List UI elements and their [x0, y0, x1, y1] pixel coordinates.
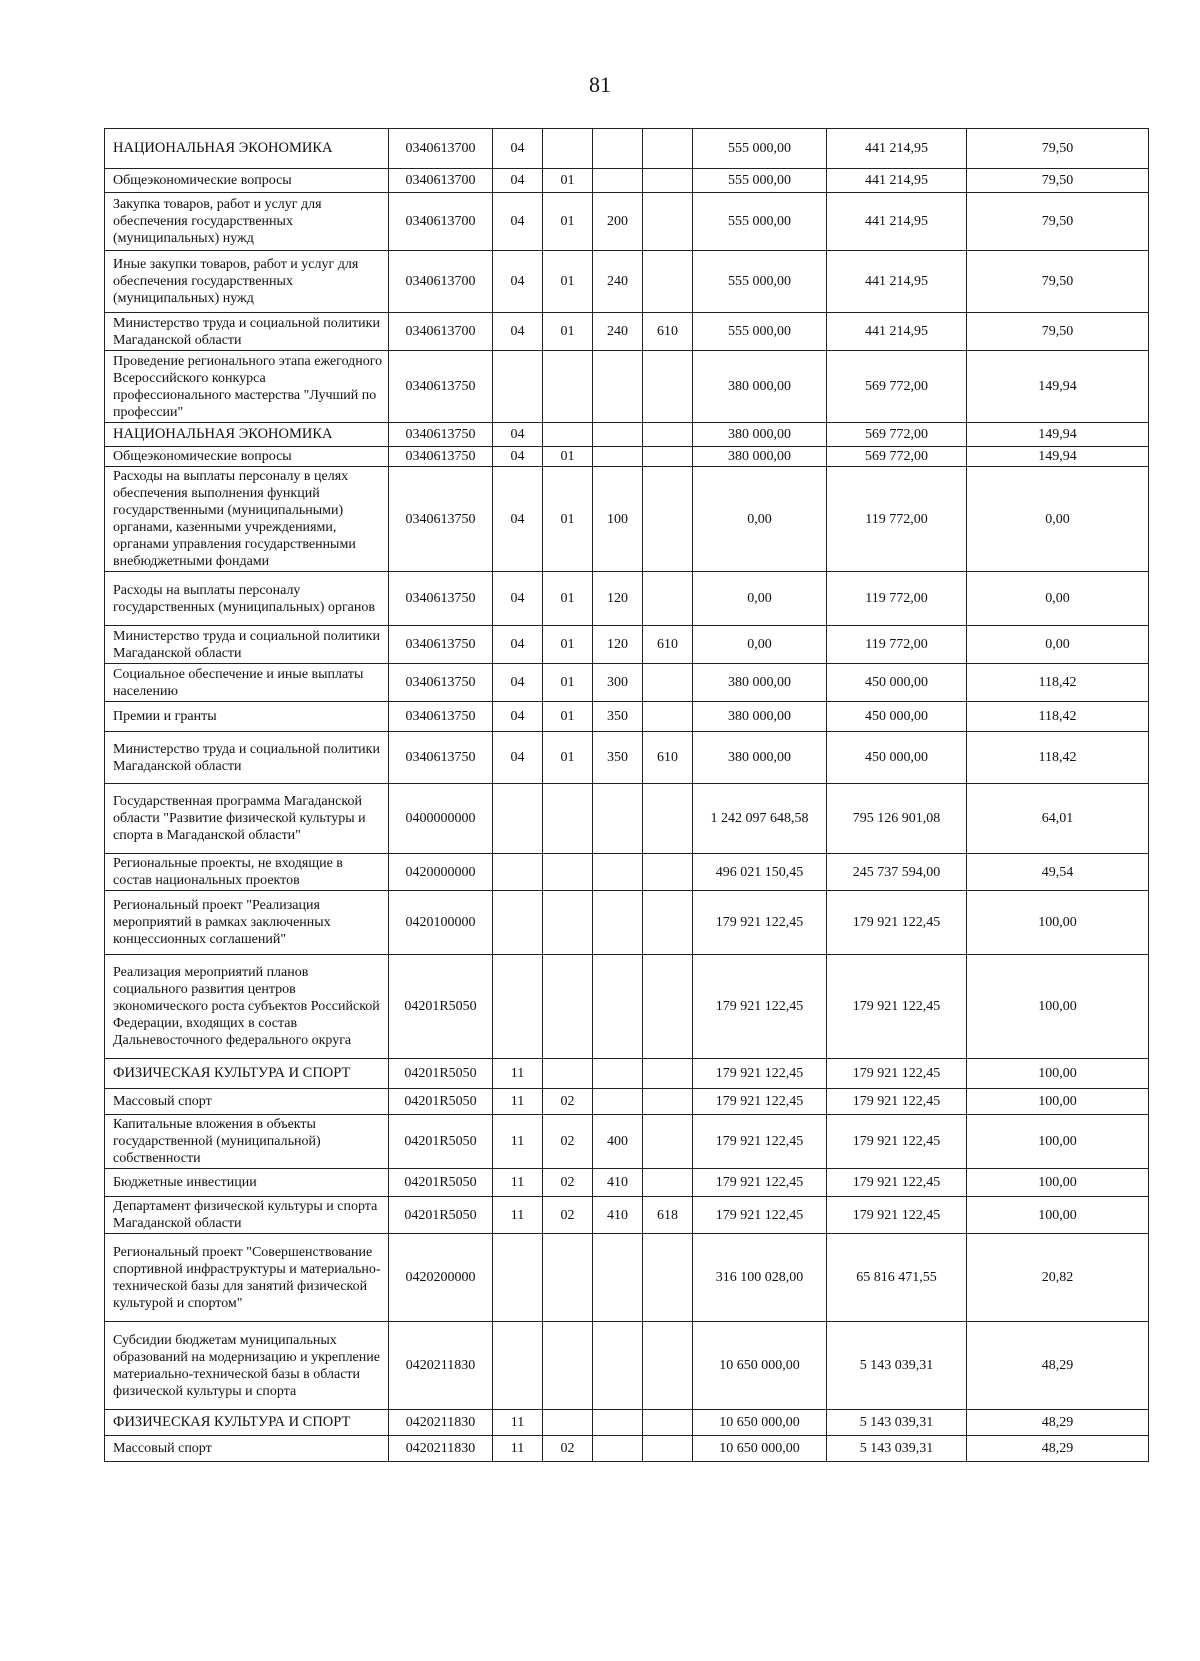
- cell-administrator: [643, 1410, 693, 1436]
- cell-executed: 179 921 122,45: [827, 1089, 967, 1115]
- cell-target-code: 0340613750: [389, 351, 493, 423]
- cell-section: 11: [493, 1410, 543, 1436]
- cell-executed: 179 921 122,45: [827, 1059, 967, 1089]
- cell-executed: 441 214,95: [827, 193, 967, 251]
- cell-section: 11: [493, 1197, 543, 1234]
- cell-name: Субсидии бюджетам муниципальных образований на модернизацию и укрепление материально-технической базы в области физической культуры и спорта: [105, 1322, 389, 1410]
- cell-planned: 10 650 000,00: [693, 1436, 827, 1462]
- cell-name: Общеэкономические вопросы: [105, 447, 389, 467]
- cell-administrator: [643, 1169, 693, 1197]
- cell-target-code: 0340613700: [389, 313, 493, 351]
- cell-name: Иные закупки товаров, работ и услуг для обеспечения государственных (муниципальных) нужд: [105, 251, 389, 313]
- cell-section: 04: [493, 193, 543, 251]
- cell-name: Реализация мероприятий планов социального развития центров экономического роста субъектов Российской Федерации, входящих в состав Дальневосточного федерального округа: [105, 955, 389, 1059]
- cell-percent: 100,00: [967, 1197, 1149, 1234]
- cell-planned: 555 000,00: [693, 129, 827, 169]
- cell-subsection: [543, 1059, 593, 1089]
- cell-planned: 316 100 028,00: [693, 1234, 827, 1322]
- cell-planned: 380 000,00: [693, 702, 827, 732]
- table-row: [105, 891, 1149, 955]
- cell-administrator: [643, 572, 693, 626]
- cell-planned: 555 000,00: [693, 251, 827, 313]
- cell-administrator: [643, 891, 693, 955]
- cell-target-code: 0340613750: [389, 664, 493, 702]
- cell-subsection: [543, 891, 593, 955]
- cell-name: Министерство труда и социальной политики Магаданской области: [105, 313, 389, 351]
- cell-subsection: 01: [543, 664, 593, 702]
- table-row: [105, 1322, 1149, 1410]
- cell-subsection: 01: [543, 169, 593, 193]
- cell-target-code: 0420211830: [389, 1410, 493, 1436]
- cell-administrator: [643, 351, 693, 423]
- cell-percent: 49,54: [967, 854, 1149, 891]
- cell-target-code: 0400000000: [389, 784, 493, 854]
- cell-percent: 118,42: [967, 732, 1149, 784]
- cell-target-code: 04201R5050: [389, 1115, 493, 1169]
- cell-executed: 441 214,95: [827, 313, 967, 351]
- cell-target-code: 0340613700: [389, 193, 493, 251]
- table-row: [105, 1234, 1149, 1322]
- cell-percent: 149,94: [967, 423, 1149, 447]
- cell-administrator: [643, 251, 693, 313]
- cell-planned: 380 000,00: [693, 732, 827, 784]
- cell-percent: 100,00: [967, 891, 1149, 955]
- cell-name: Общеэкономические вопросы: [105, 169, 389, 193]
- cell-administrator: [643, 423, 693, 447]
- cell-administrator: [643, 702, 693, 732]
- cell-section: 04: [493, 702, 543, 732]
- cell-name: Массовый спорт: [105, 1089, 389, 1115]
- cell-executed: 179 921 122,45: [827, 891, 967, 955]
- cell-target-code: 0340613750: [389, 467, 493, 572]
- table-row: [105, 784, 1149, 854]
- cell-expense-type: [593, 854, 643, 891]
- cell-subsection: [543, 351, 593, 423]
- table-row: [105, 447, 1149, 467]
- cell-section: [493, 854, 543, 891]
- table-row: [105, 1059, 1149, 1089]
- cell-percent: 100,00: [967, 1169, 1149, 1197]
- cell-subsection: [543, 129, 593, 169]
- cell-administrator: 610: [643, 732, 693, 784]
- cell-percent: 0,00: [967, 626, 1149, 664]
- table-row: [105, 129, 1149, 169]
- cell-subsection: [543, 955, 593, 1059]
- cell-percent: 149,94: [967, 351, 1149, 423]
- cell-executed: 450 000,00: [827, 732, 967, 784]
- cell-target-code: 0340613750: [389, 447, 493, 467]
- cell-executed: 5 143 039,31: [827, 1322, 967, 1410]
- table-row: [105, 1436, 1149, 1462]
- cell-name: Государственная программа Магаданской области "Развитие физической культуры и спорта в Магаданской области": [105, 784, 389, 854]
- cell-percent: 79,50: [967, 251, 1149, 313]
- cell-executed: 179 921 122,45: [827, 1115, 967, 1169]
- cell-planned: 179 921 122,45: [693, 955, 827, 1059]
- table-row: [105, 626, 1149, 664]
- cell-section: [493, 351, 543, 423]
- cell-subsection: 02: [543, 1089, 593, 1115]
- cell-expense-type: 400: [593, 1115, 643, 1169]
- cell-name: Массовый спорт: [105, 1436, 389, 1462]
- cell-expense-type: [593, 1322, 643, 1410]
- table-row: [105, 193, 1149, 251]
- table-row: [105, 664, 1149, 702]
- cell-planned: 0,00: [693, 467, 827, 572]
- cell-executed: 179 921 122,45: [827, 1197, 967, 1234]
- table-row: [105, 1410, 1149, 1436]
- cell-subsection: 02: [543, 1169, 593, 1197]
- cell-subsection: 01: [543, 251, 593, 313]
- cell-expense-type: [593, 1059, 643, 1089]
- cell-executed: 569 772,00: [827, 447, 967, 467]
- cell-target-code: 0420211830: [389, 1436, 493, 1462]
- cell-subsection: 01: [543, 313, 593, 351]
- cell-planned: 380 000,00: [693, 351, 827, 423]
- cell-name: Капитальные вложения в объекты государственной (муниципальной) собственности: [105, 1115, 389, 1169]
- table-row: [105, 467, 1149, 572]
- cell-subsection: 01: [543, 467, 593, 572]
- cell-subsection: 01: [543, 447, 593, 467]
- cell-target-code: 0420100000: [389, 891, 493, 955]
- cell-name: Расходы на выплаты персоналу в целях обеспечения выполнения функций государственными (муниципальными) органами, казенными учреждениями, органами управления государственными внебюджетными фондами: [105, 467, 389, 572]
- cell-expense-type: [593, 129, 643, 169]
- budget-table: [104, 128, 1149, 1462]
- cell-name: Региональный проект "Совершенствование спортивной инфраструктуры и материально-технической базы для занятий физической культурой и спортом": [105, 1234, 389, 1322]
- cell-section: 04: [493, 572, 543, 626]
- cell-section: [493, 955, 543, 1059]
- cell-executed: 441 214,95: [827, 251, 967, 313]
- cell-subsection: 01: [543, 193, 593, 251]
- cell-percent: 0,00: [967, 467, 1149, 572]
- cell-expense-type: 100: [593, 467, 643, 572]
- cell-planned: 1 242 097 648,58: [693, 784, 827, 854]
- cell-administrator: [643, 193, 693, 251]
- table-row: [105, 1197, 1149, 1234]
- cell-administrator: [643, 664, 693, 702]
- cell-planned: 179 921 122,45: [693, 1089, 827, 1115]
- cell-administrator: [643, 1059, 693, 1089]
- cell-section: 04: [493, 732, 543, 784]
- cell-name: НАЦИОНАЛЬНАЯ ЭКОНОМИКА: [105, 129, 389, 169]
- cell-executed: 450 000,00: [827, 702, 967, 732]
- cell-section: 11: [493, 1115, 543, 1169]
- cell-section: 04: [493, 129, 543, 169]
- cell-target-code: 0340613700: [389, 129, 493, 169]
- cell-section: 04: [493, 313, 543, 351]
- cell-section: 04: [493, 467, 543, 572]
- cell-executed: 65 816 471,55: [827, 1234, 967, 1322]
- cell-expense-type: [593, 1234, 643, 1322]
- cell-administrator: [643, 854, 693, 891]
- cell-target-code: 0340613700: [389, 251, 493, 313]
- table-row: [105, 732, 1149, 784]
- cell-section: 04: [493, 447, 543, 467]
- table-row: [105, 351, 1149, 423]
- cell-administrator: [643, 1234, 693, 1322]
- cell-percent: 118,42: [967, 702, 1149, 732]
- cell-target-code: 04201R5050: [389, 1089, 493, 1115]
- cell-target-code: 0340613700: [389, 169, 493, 193]
- cell-expense-type: 300: [593, 664, 643, 702]
- cell-target-code: 0340613750: [389, 572, 493, 626]
- cell-percent: 79,50: [967, 193, 1149, 251]
- cell-expense-type: [593, 784, 643, 854]
- cell-administrator: [643, 955, 693, 1059]
- cell-subsection: [543, 1234, 593, 1322]
- cell-section: 04: [493, 423, 543, 447]
- cell-executed: 179 921 122,45: [827, 955, 967, 1059]
- cell-planned: 10 650 000,00: [693, 1410, 827, 1436]
- cell-subsection: [543, 423, 593, 447]
- cell-planned: 380 000,00: [693, 423, 827, 447]
- cell-expense-type: 200: [593, 193, 643, 251]
- table-row: [105, 423, 1149, 447]
- cell-name: Региональные проекты, не входящие в состав национальных проектов: [105, 854, 389, 891]
- cell-planned: 179 921 122,45: [693, 1197, 827, 1234]
- cell-name: ФИЗИЧЕСКАЯ КУЛЬТУРА И СПОРТ: [105, 1410, 389, 1436]
- cell-administrator: [643, 1436, 693, 1462]
- cell-administrator: [643, 1089, 693, 1115]
- cell-percent: 79,50: [967, 129, 1149, 169]
- table-body: [105, 129, 1149, 1462]
- cell-target-code: 0420000000: [389, 854, 493, 891]
- cell-expense-type: [593, 351, 643, 423]
- cell-planned: 555 000,00: [693, 193, 827, 251]
- cell-percent: 0,00: [967, 572, 1149, 626]
- cell-planned: 10 650 000,00: [693, 1322, 827, 1410]
- cell-section: 04: [493, 626, 543, 664]
- cell-percent: 100,00: [967, 1059, 1149, 1089]
- cell-target-code: 0340613750: [389, 423, 493, 447]
- cell-section: 04: [493, 251, 543, 313]
- cell-name: Бюджетные инвестиции: [105, 1169, 389, 1197]
- cell-expense-type: 120: [593, 626, 643, 664]
- cell-percent: 79,50: [967, 313, 1149, 351]
- cell-subsection: 01: [543, 732, 593, 784]
- cell-executed: 119 772,00: [827, 626, 967, 664]
- cell-subsection: [543, 1410, 593, 1436]
- cell-administrator: [643, 169, 693, 193]
- cell-planned: 555 000,00: [693, 313, 827, 351]
- cell-executed: 441 214,95: [827, 169, 967, 193]
- cell-percent: 118,42: [967, 664, 1149, 702]
- cell-executed: 5 143 039,31: [827, 1410, 967, 1436]
- cell-planned: 0,00: [693, 572, 827, 626]
- cell-name: Расходы на выплаты персоналу государственных (муниципальных) органов: [105, 572, 389, 626]
- cell-section: [493, 891, 543, 955]
- cell-planned: 179 921 122,45: [693, 1169, 827, 1197]
- cell-executed: 119 772,00: [827, 467, 967, 572]
- cell-executed: 569 772,00: [827, 423, 967, 447]
- cell-name: Министерство труда и социальной политики Магаданской области: [105, 626, 389, 664]
- cell-subsection: 02: [543, 1436, 593, 1462]
- cell-name: ФИЗИЧЕСКАЯ КУЛЬТУРА И СПОРТ: [105, 1059, 389, 1089]
- cell-planned: 555 000,00: [693, 169, 827, 193]
- table-row: [105, 1115, 1149, 1169]
- table-row: [105, 313, 1149, 351]
- cell-expense-type: [593, 955, 643, 1059]
- cell-percent: 64,01: [967, 784, 1149, 854]
- cell-administrator: 610: [643, 626, 693, 664]
- cell-administrator: [643, 784, 693, 854]
- table-row: [105, 572, 1149, 626]
- cell-executed: 795 126 901,08: [827, 784, 967, 854]
- cell-expense-type: [593, 1436, 643, 1462]
- cell-section: 04: [493, 664, 543, 702]
- cell-subsection: [543, 784, 593, 854]
- cell-section: 11: [493, 1059, 543, 1089]
- cell-name: НАЦИОНАЛЬНАЯ ЭКОНОМИКА: [105, 423, 389, 447]
- cell-subsection: 01: [543, 572, 593, 626]
- cell-section: 11: [493, 1169, 543, 1197]
- cell-administrator: [643, 447, 693, 467]
- cell-name: Проведение регионального этапа ежегодного Всероссийского конкурса профессионального мастерства "Лучший по профессии": [105, 351, 389, 423]
- cell-target-code: 0340613750: [389, 702, 493, 732]
- cell-administrator: 610: [643, 313, 693, 351]
- cell-executed: 441 214,95: [827, 129, 967, 169]
- table-row: [105, 251, 1149, 313]
- cell-planned: 179 921 122,45: [693, 1115, 827, 1169]
- cell-executed: 569 772,00: [827, 351, 967, 423]
- cell-subsection: [543, 854, 593, 891]
- cell-name: Премии и гранты: [105, 702, 389, 732]
- cell-executed: 450 000,00: [827, 664, 967, 702]
- cell-section: 04: [493, 169, 543, 193]
- table-row: [105, 702, 1149, 732]
- cell-name: Региональный проект "Реализация мероприятий в рамках заключенных концессионных соглашений": [105, 891, 389, 955]
- cell-percent: 48,29: [967, 1322, 1149, 1410]
- cell-expense-type: 410: [593, 1197, 643, 1234]
- cell-section: 11: [493, 1089, 543, 1115]
- cell-subsection: 02: [543, 1115, 593, 1169]
- cell-planned: 380 000,00: [693, 447, 827, 467]
- cell-expense-type: 350: [593, 702, 643, 732]
- cell-executed: 119 772,00: [827, 572, 967, 626]
- cell-name: Министерство труда и социальной политики Магаданской области: [105, 732, 389, 784]
- cell-target-code: 0340613750: [389, 626, 493, 664]
- cell-name: Департамент физической культуры и спорта Магаданской области: [105, 1197, 389, 1234]
- cell-expense-type: [593, 1410, 643, 1436]
- cell-percent: 20,82: [967, 1234, 1149, 1322]
- cell-administrator: 618: [643, 1197, 693, 1234]
- cell-name: Закупка товаров, работ и услуг для обеспечения государственных (муниципальных) нужд: [105, 193, 389, 251]
- table-row: [105, 169, 1149, 193]
- cell-planned: 496 021 150,45: [693, 854, 827, 891]
- cell-subsection: 02: [543, 1197, 593, 1234]
- cell-target-code: 04201R5050: [389, 1169, 493, 1197]
- cell-administrator: [643, 1115, 693, 1169]
- cell-section: [493, 1234, 543, 1322]
- cell-section: [493, 1322, 543, 1410]
- table-row: [105, 955, 1149, 1059]
- cell-planned: 0,00: [693, 626, 827, 664]
- cell-expense-type: 350: [593, 732, 643, 784]
- cell-administrator: [643, 1322, 693, 1410]
- cell-target-code: 0340613750: [389, 732, 493, 784]
- cell-percent: 149,94: [967, 447, 1149, 467]
- cell-expense-type: [593, 169, 643, 193]
- cell-percent: 48,29: [967, 1436, 1149, 1462]
- cell-target-code: 0420200000: [389, 1234, 493, 1322]
- cell-percent: 100,00: [967, 955, 1149, 1059]
- cell-planned: 380 000,00: [693, 664, 827, 702]
- cell-expense-type: [593, 447, 643, 467]
- cell-percent: 100,00: [967, 1115, 1149, 1169]
- cell-section: [493, 784, 543, 854]
- cell-executed: 5 143 039,31: [827, 1436, 967, 1462]
- cell-target-code: 0420211830: [389, 1322, 493, 1410]
- cell-percent: 79,50: [967, 169, 1149, 193]
- cell-planned: 179 921 122,45: [693, 1059, 827, 1089]
- cell-subsection: 01: [543, 626, 593, 664]
- cell-section: 11: [493, 1436, 543, 1462]
- table-row: [105, 1169, 1149, 1197]
- cell-target-code: 04201R5050: [389, 1059, 493, 1089]
- cell-expense-type: [593, 891, 643, 955]
- table-row: [105, 1089, 1149, 1115]
- cell-expense-type: 410: [593, 1169, 643, 1197]
- cell-subsection: [543, 1322, 593, 1410]
- cell-expense-type: 240: [593, 313, 643, 351]
- cell-executed: 179 921 122,45: [827, 1169, 967, 1197]
- cell-expense-type: [593, 423, 643, 447]
- cell-expense-type: [593, 1089, 643, 1115]
- cell-percent: 48,29: [967, 1410, 1149, 1436]
- cell-name: Социальное обеспечение и иные выплаты населению: [105, 664, 389, 702]
- cell-target-code: 04201R5050: [389, 1197, 493, 1234]
- cell-administrator: [643, 129, 693, 169]
- cell-administrator: [643, 467, 693, 572]
- cell-percent: 100,00: [967, 1089, 1149, 1115]
- page-number: 81: [589, 72, 611, 97]
- cell-expense-type: 120: [593, 572, 643, 626]
- cell-expense-type: 240: [593, 251, 643, 313]
- cell-subsection: 01: [543, 702, 593, 732]
- table-row: [105, 854, 1149, 891]
- cell-planned: 179 921 122,45: [693, 891, 827, 955]
- cell-executed: 245 737 594,00: [827, 854, 967, 891]
- cell-target-code: 04201R5050: [389, 955, 493, 1059]
